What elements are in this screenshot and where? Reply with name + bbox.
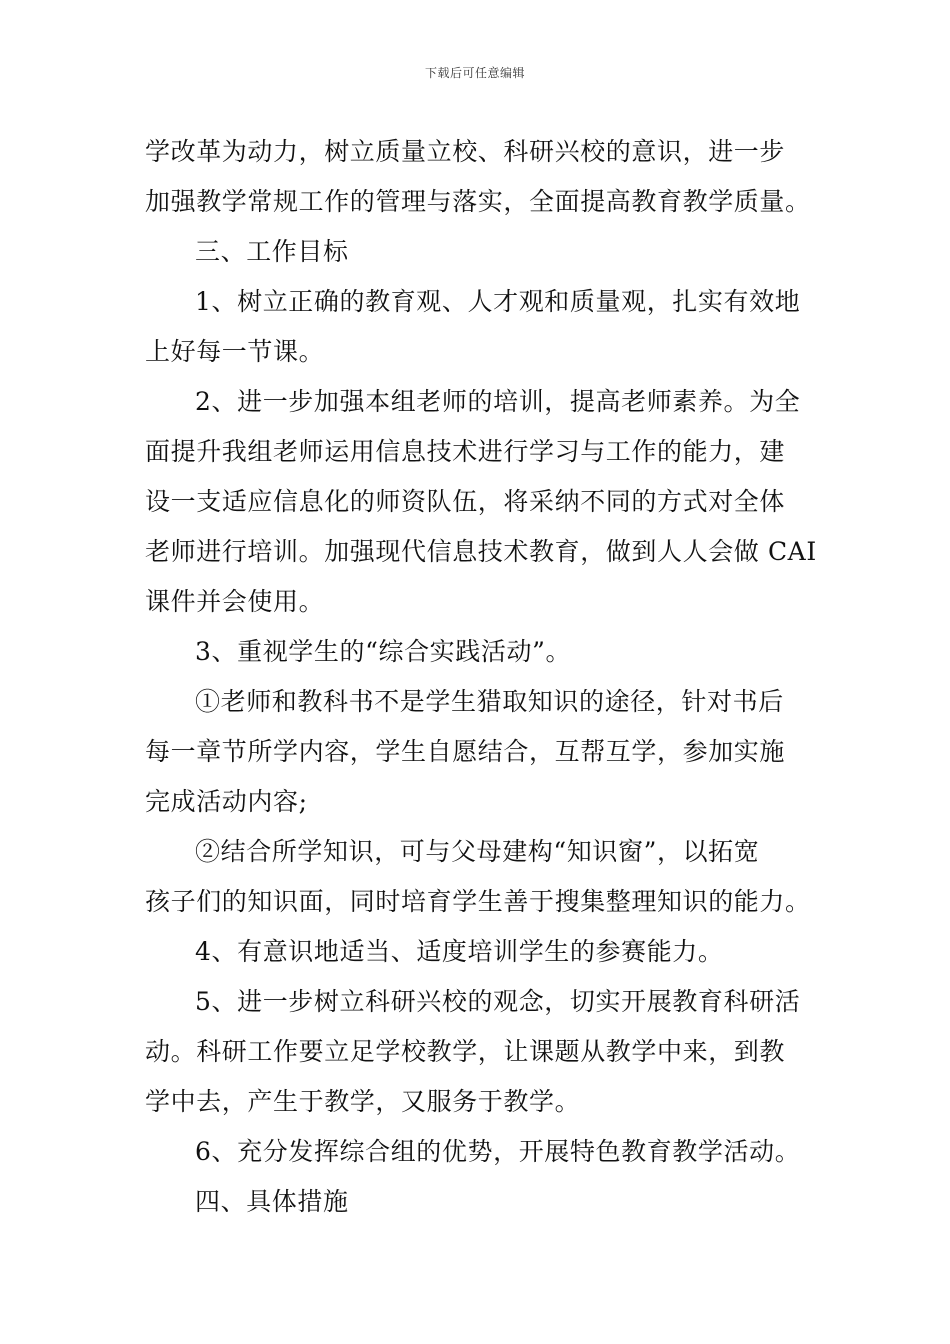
text-line: 课件并会使用。 [145,587,325,616]
text-line: ①老师和教科书不是学生猎取知识的途径，针对书后 [195,687,784,716]
text-line: 6、充分发挥综合组的优势，开展特色教育教学活动。 [195,1137,801,1166]
document-body [145,127,817,1227]
text-line: 孩子们的知识面，同时培育学生善于搜集整理知识的能力。 [145,887,811,916]
text-line: 动。科研工作要立足学校教学，让课题从教学中来，到教 [145,1037,786,1066]
text-line: 面提升我组老师运用信息技术进行学习与工作的能力，建 [145,437,786,466]
text-line: 5、进一步树立科研兴校的观念，切实开展教育科研活 [195,987,801,1016]
text-line: 3、重视学生的“综合实践活动”。 [195,637,572,666]
text-line: 加强教学常规工作的管理与落实，全面提高教育教学质量。 [145,187,811,216]
text-line: 4、有意识地适当、适度培训学生的参赛能力。 [195,937,724,966]
section-heading: 四、具体措施 [195,1187,349,1216]
section-heading: 三、工作目标 [195,237,349,266]
text-line: 设一支适应信息化的师资队伍，将采纳不同的方式对全体 [145,487,786,516]
text-line: 学改革为动力，树立质量立校、科研兴校的意识，进一步 [145,137,786,166]
text-line: 每一章节所学内容，学生自愿结合，互帮互学，参加实施 [145,737,786,766]
page-header: 下载后可任意编辑 [424,66,525,80]
text-line: ②结合所学知识，可与父母建构“知识窗”，以拓宽 [195,837,760,866]
text-line: 1、树立正确的教育观、人才观和质量观，扎实有效地 [195,287,801,316]
text-line: 老师进行培训。加强现代信息技术教育，做到人人会做 CAI [145,537,817,566]
text-line: 上好每一节课。 [145,337,325,366]
text-line: 完成活动内容; [145,787,308,816]
text-line: 学中去，产生于教学，又服务于教学。 [145,1087,581,1116]
text-line: 2、进一步加强本组老师的培训，提高老师素养。为全 [195,387,801,416]
